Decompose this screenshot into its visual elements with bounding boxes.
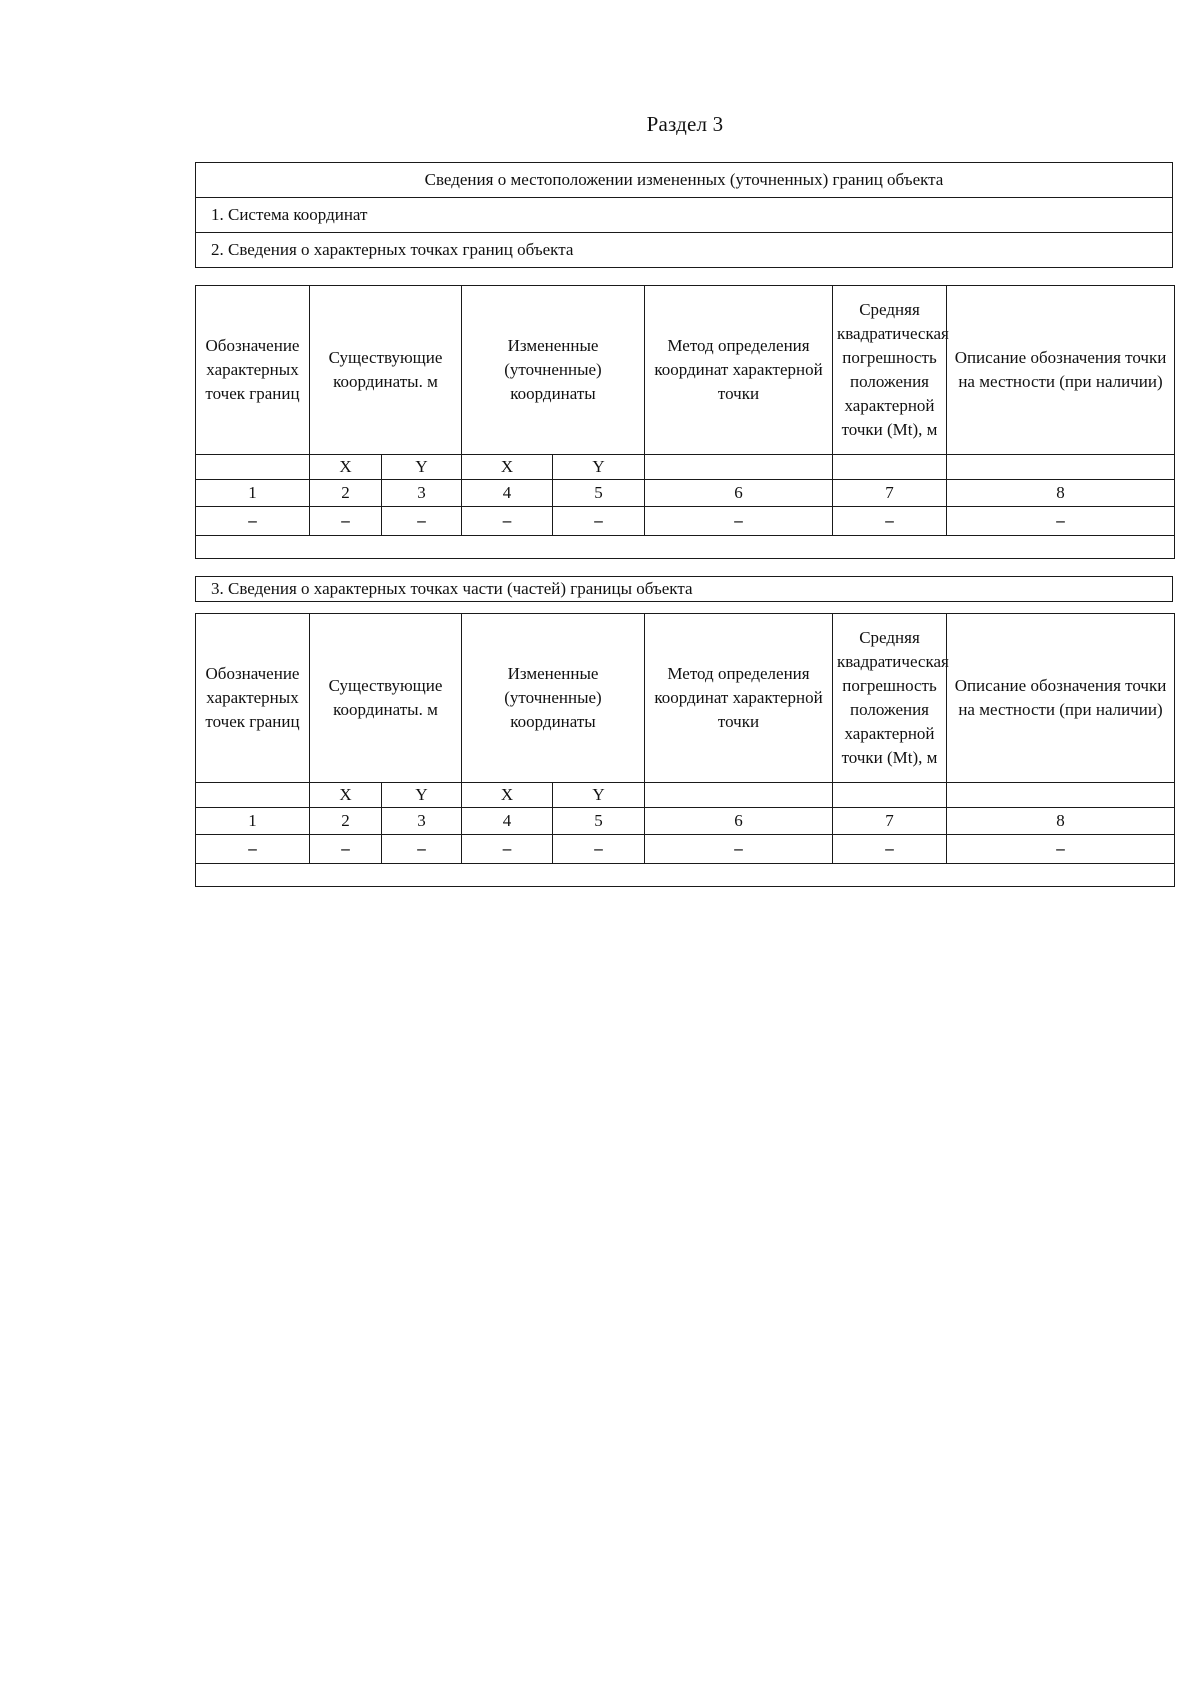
dash-cell: – [382,507,462,536]
column-number: 4 [462,808,553,835]
table-cell [947,455,1175,480]
boundary-points-label: 2. Сведения о характерных точках границ объекта [196,233,1173,268]
column-number: 5 [553,808,645,835]
boundary-points-table [195,285,1175,559]
header-changed-coords: Измененные (уточненные) координаты [462,286,645,455]
column-number: 3 [382,480,462,507]
column-number: 6 [645,808,833,835]
header-method: Метод определения координат характерной точки [645,286,833,455]
axis-y-label: Y [553,455,645,480]
dash-cell: – [645,507,833,536]
dash-cell: – [196,835,310,864]
dash-cell: – [947,507,1175,536]
part-boundary-points-label: 3. Сведения о характерных точках части (частей) границы объекта [196,577,1173,602]
axis-y-label: Y [382,783,462,808]
column-number: 6 [645,480,833,507]
column-number: 1 [196,480,310,507]
table-cell [196,783,310,808]
dash-cell: – [196,507,310,536]
header-existing-coords: Существующие координаты. м [310,286,462,455]
header-point-designation: Обозначение характерных точек границ [196,286,310,455]
dash-cell: – [310,835,382,864]
boundary-info-table [195,162,1173,268]
part-boundary-header-table [195,576,1173,602]
part-boundary-points-table [195,613,1175,887]
table-cell [645,455,833,480]
dash-cell: – [462,835,553,864]
dash-cell: – [553,835,645,864]
header-mean-square-error: Средняя квадратическая погрешность положения характерной точки (Mt), м [833,286,947,455]
header-description: Описание обозначения точки на местности (при наличии) [947,614,1175,783]
dash-cell: – [310,507,382,536]
header-mean-square-error: Средняя квадратическая погрешность положения характерной точки (Mt), м [833,614,947,783]
column-number: 8 [947,808,1175,835]
dash-cell: – [462,507,553,536]
page-heading: Раздел 3 [646,112,724,136]
table-cell [947,783,1175,808]
column-number: 2 [310,808,382,835]
table-cell [833,455,947,480]
column-number: 8 [947,480,1175,507]
column-number: 3 [382,808,462,835]
axis-x-label: X [310,783,382,808]
header-existing-coords: Существующие координаты. м [310,614,462,783]
table-cell [645,783,833,808]
dash-cell: – [833,835,947,864]
column-number: 7 [833,808,947,835]
column-number: 2 [310,480,382,507]
header-point-designation: Обозначение характерных точек границ [196,614,310,783]
dash-cell: – [553,507,645,536]
dash-cell: – [833,507,947,536]
axis-x-label: X [462,455,553,480]
table-cell [196,455,310,480]
axis-y-label: Y [553,783,645,808]
dash-cell: – [645,835,833,864]
axis-x-label: X [310,455,382,480]
column-number: 7 [833,480,947,507]
dash-cell: – [382,835,462,864]
header-description: Описание обозначения точки на местности (при наличии) [947,286,1175,455]
table-cell [833,783,947,808]
empty-row [196,536,1175,559]
boundary-info-title: Сведения о местоположении измененных (уточненных) границ объекта [196,163,1173,198]
column-number: 1 [196,808,310,835]
empty-row [196,864,1175,887]
header-changed-coords: Измененные (уточненные) координаты [462,614,645,783]
axis-x-label: X [462,783,553,808]
column-number: 4 [462,480,553,507]
header-method: Метод определения координат характерной точки [645,614,833,783]
axis-y-label: Y [382,455,462,480]
coordinate-system-label: 1. Система координат [196,198,1173,233]
dash-cell: – [947,835,1175,864]
column-number: 5 [553,480,645,507]
